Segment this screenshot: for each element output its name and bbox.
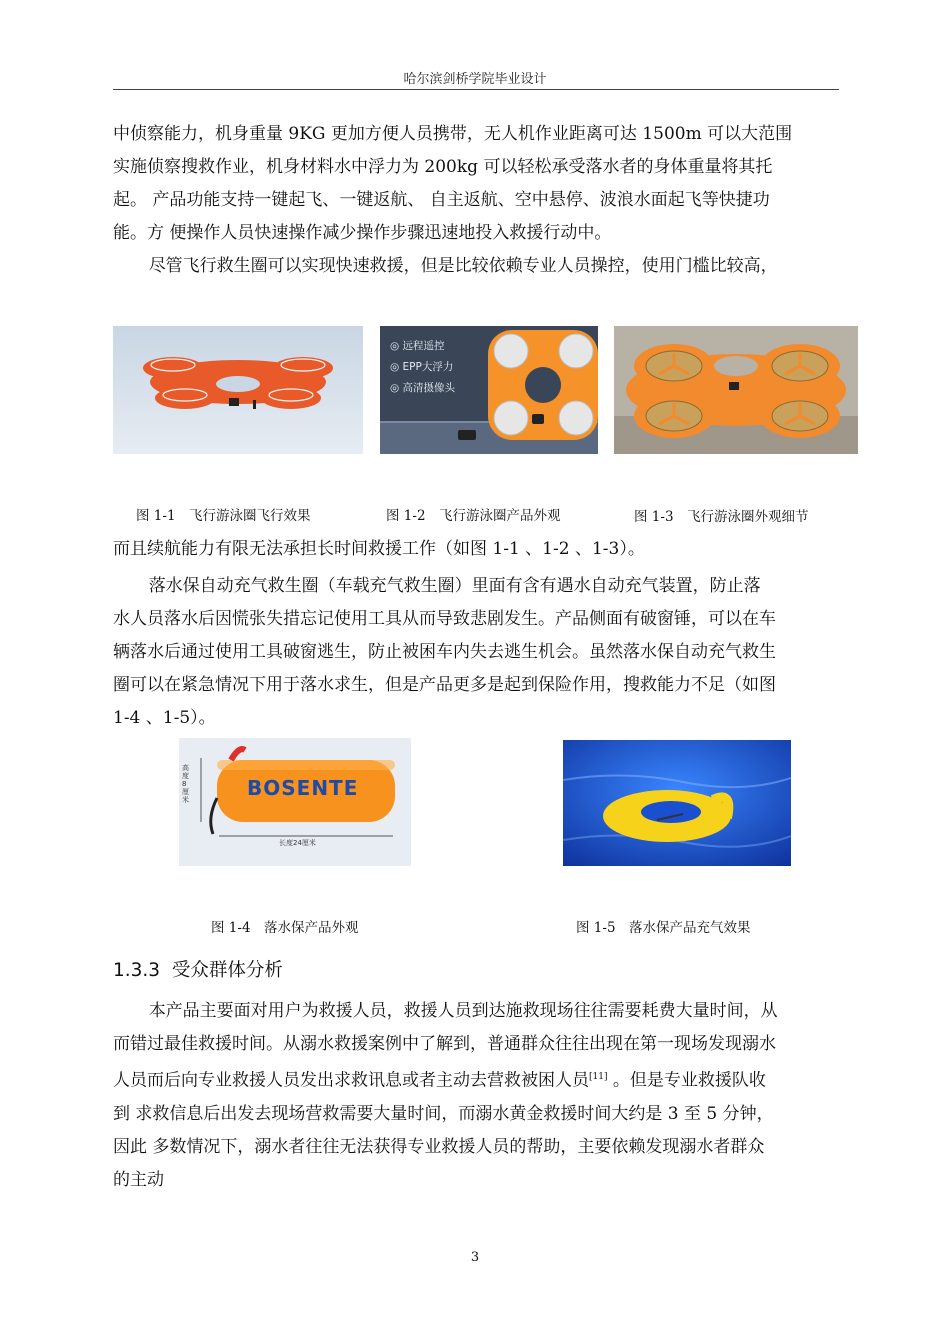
- feature-icon: ◎: [390, 382, 400, 394]
- text-line: 1-4 、1-5）。: [113, 708, 216, 728]
- citation-reference: [11]: [589, 1072, 608, 1082]
- brand-logo: BOSENTE: [247, 776, 359, 800]
- text-line: 到 求救信息后出发去现场营救需要大量时间，而溺水黄金救援时间大约是 3 至 5 分钟，: [113, 1103, 774, 1124]
- figure-1-4-image: [179, 738, 411, 866]
- text-line: 尽管飞行救生圈可以实现快速救援，但是比较依赖专业人员操控，使用门槛比较高，: [148, 256, 778, 276]
- feature-label: ◎ 远程遥控: [390, 340, 445, 352]
- text-line: 而且续航能力有限无法承担长时间救援工作（如图 1-1 、1-2 、1-3）。: [113, 539, 645, 559]
- text-line: 落水保自动充气救生圈（车载充气救生圈）里面有含有遇水自动充气装置，防止落: [148, 576, 761, 596]
- feature-icon: ◎: [390, 340, 400, 352]
- page-number: 3: [470, 1250, 480, 1265]
- text-line: 圈可以在紧急情况下用于落水求生，但是产品更多是起到保险作用，搜救能力不足（如图: [113, 675, 776, 695]
- text-line: 辆落水后通过使用工具破窗逃生，防止被困车内失去逃生机会。虽然落水保自动充气救生: [113, 642, 776, 662]
- text-line: 实施侦察搜救作业，机身材料水中浮力为 200kg 可以轻松承受落水者的身体重量将其托: [113, 157, 773, 177]
- length-dimension-label: 长度24厘米: [279, 839, 316, 847]
- figure-1-1-image: [113, 326, 363, 454]
- running-header: 哈尔滨剑桥学院毕业设计: [403, 72, 547, 87]
- feature-icon: ◎: [390, 361, 400, 373]
- text-line: 中侦察能力，机身重量 9KG 更加方便人员携带，无人机作业距离可达 1500m 可以大范围: [113, 124, 793, 144]
- figure-1-3-image: [614, 326, 858, 454]
- height-dimension-label: 高度8厘米: [182, 764, 189, 804]
- feature-label: ◎ EPP大浮力: [390, 361, 454, 373]
- text-line: 因此 多数情况下，溺水者往往无法获得专业救援人员的帮助，主要依赖发现溺水者群众: [113, 1136, 765, 1157]
- section-number: 1.3.3: [113, 960, 161, 981]
- figure-1-4-caption: 图 1-4 落水保产品外观: [211, 920, 359, 936]
- text-line: 能。方 便操作人员快速操作减少操作步骤迅速地投入救援行动中。: [113, 223, 612, 243]
- text-line: 本产品主要面对用户为救援人员，救援人员到达施救现场往往需要耗费大量时间，从: [148, 1001, 778, 1021]
- paragraph-5: [113, 995, 865, 1197]
- section-heading: [113, 956, 283, 982]
- figure-1-5-caption: 图 1-5 落水保产品充气效果: [576, 920, 751, 936]
- text-line: 起。 产品功能支持一键起飞、一键返航、 自主返航、空中悬停、波浪水面起飞等快捷功: [113, 190, 770, 210]
- text-line: 的主动: [113, 1169, 164, 1190]
- paragraph-3: [113, 533, 865, 566]
- text-line: 而错过最佳救援时间。从溺水救援案例中了解到，普通群众往往出现在第一现场发现溺水: [113, 1034, 776, 1054]
- header-rule: [113, 89, 839, 90]
- paragraph-2: [113, 250, 865, 283]
- section-title: 受众群体分析: [171, 960, 283, 981]
- figure-1-2-caption: 图 1-2 飞行游泳圈产品外观: [386, 508, 561, 524]
- figure-1-5-image: [563, 740, 791, 866]
- text-line: 人员而后向专业救援人员发出求救讯息或者主动去营救被困人员[11] 。但是专业救援队收: [113, 1070, 766, 1091]
- paragraph-1: [113, 118, 865, 250]
- figure-1-1-caption: 图 1-1 飞行游泳圈飞行效果: [136, 508, 311, 524]
- paragraph-4: [113, 570, 865, 735]
- feature-label: ◎ 高清摄像头: [390, 382, 456, 394]
- text-line: 水人员落水后因慌张失措忘记使用工具从而导致悲剧发生。产品侧面有破窗锤，可以在车: [113, 609, 776, 629]
- figure-1-3-caption: 图 1-3 飞行游泳圈外观细节: [634, 509, 809, 525]
- figure-1-2-image: [380, 326, 598, 454]
